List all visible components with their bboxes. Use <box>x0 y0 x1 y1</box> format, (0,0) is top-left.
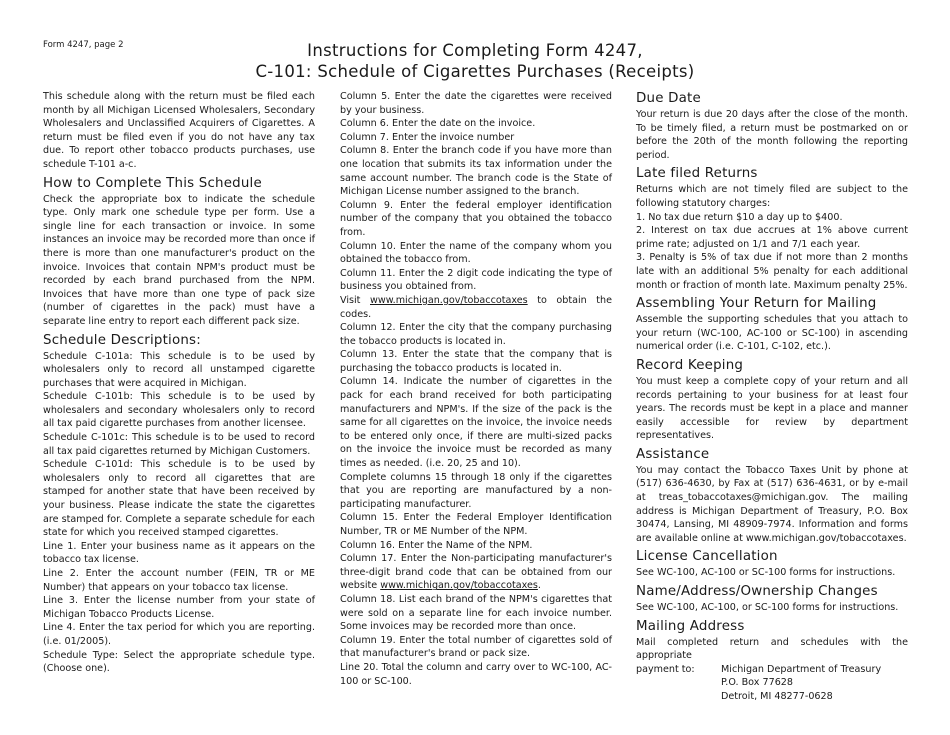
heading-schedule-descriptions: Schedule Descriptions: <box>43 332 201 348</box>
visit-suffix: to obtain the codes. <box>340 294 613 320</box>
title-line-2: C-101: Schedule of Cigarettes Purchases (Receipts) <box>255 62 695 81</box>
late-charge-2: 2. Interest on tax due accrues at 1% above current prime rate; adjusted on 1/1 and 7/1 each year. <box>636 225 908 250</box>
heading-record-keeping: Record Keeping <box>636 357 744 373</box>
mailing-address-lines <box>721 663 881 704</box>
column-19-instruction: Column 19. Enter the total number of cigarettes sold of that manufacturer's brand or pack size. <box>340 634 612 660</box>
schedule-c101b: Schedule C-101b: This schedule is to be used by wholesalers and secondary wholesalers only to record all tax paid cigarette purchases from another licensee. <box>43 391 315 430</box>
schedule-type-instruction: Schedule Type: Select the appropriate schedule type. (Choose one). <box>43 649 315 675</box>
license-cancellation-text: See WC-100, AC-100 or SC-100 forms for instructions. <box>636 567 896 579</box>
visit-codes-line <box>340 294 612 321</box>
column-6-instruction: Column 6. Enter the date on the invoice. <box>340 118 536 130</box>
column-15-instruction: Column 15. Enter the Federal Employer Identification Number, TR or ME Number of the NPM. <box>340 512 612 537</box>
late-charge-3: 3. Penalty is 5% of tax due if not more than 2 months late with an additional 5% penalty for each additional month or fraction of month late. Maximum penalty 25%. <box>636 252 908 291</box>
column-13-instruction: Column 13. Enter the state that the company that is purchasing the tobacco products is located in. <box>340 349 612 374</box>
mailing-address-line-1: Michigan Department of Treasury <box>721 663 882 675</box>
heading-assembling: Assembling Your Return for Mailing <box>636 296 877 312</box>
schedule-c101c: Schedule C-101c: This schedule is to be used to record all tax paid cigarettes returned by Michigan Customers. <box>43 432 315 457</box>
line-4-instruction: Line 4. Enter the tax period for which you are reporting. (i.e. 01/2005). <box>43 622 315 647</box>
assistance-text: You may contact the Tobacco Taxes Unit by phone at (517) 636-4630, by Fax at (517) 636-4631, or by e-mail at treas_tobaccotaxes@michigan.gov. The mailing address is Michigan Department of Treasury, P.O. Box 30474, Lansing, MI 48909-7974. Information and forms are available online at www.michigan.gov/tobaccotaxes. <box>636 464 908 544</box>
column-11-instruction: Column 11. Enter the 2 digit code indicating the type of business you obtained from. <box>340 267 612 293</box>
assembling-text: Assemble the supporting schedules that you attach to your return (WC-100, AC-100 or SC-100) in ascending numerical order (i.e. C-101, C-102, etc.). <box>636 314 908 353</box>
tobacco-taxes-link[interactable]: www.michigan.gov/tobaccotaxes <box>370 294 528 306</box>
mailing-address-text: Mail completed return and schedules with the appropriate <box>636 636 908 662</box>
column-16-instruction: Column 16. Enter the Name of the NPM. <box>340 539 533 551</box>
brand-code-link[interactable]: www.michigan.gov/tobaccotaxes <box>380 580 538 592</box>
column-7-instruction: Column 7. Enter the invoice number <box>340 131 515 143</box>
heading-mailing-address: Mailing Address <box>636 618 745 634</box>
columns-15-18-note: Complete columns 15 through 18 only if the cigarettes that you are reporting are manufactured by a non-participating manufacturer. <box>340 471 612 510</box>
name-address-changes-text: See WC-100, AC-100, or SC-100 forms for instructions. <box>636 602 899 614</box>
column-middle <box>340 90 612 688</box>
schedule-c101a: Schedule C-101a: This schedule is to be used by wholesalers only to record all unstamped cigarette purchases that were acquired in Michigan. <box>43 350 315 389</box>
heading-due-date: Due Date <box>636 91 701 106</box>
column-8-instruction: Column 8. Enter the branch code if you have more than one location that submits its tax information under the same account number. The branch code is the State of Michigan License number assigned to the branch. <box>340 145 612 198</box>
column-17-instruction <box>340 552 612 593</box>
mailing-address-block <box>636 663 908 704</box>
line-3-instruction: Line 3. Enter the license number from your state of Michigan Tobacco Products License. <box>43 595 315 620</box>
line-20-instruction: Line 20. Total the column and carry over to WC-100, AC-100 or SC-100. <box>340 661 612 687</box>
record-keeping-text: You must keep a complete copy of your return and all records pertaining to your business for at least four years. The records must be kept in a place and manner easily accessible for review by department representatives. <box>636 375 908 442</box>
column-10-instruction: Column 10. Enter the name of the company whom you obtained the tobacco from. <box>340 240 612 266</box>
title-line-1: Instructions for Completing Form 4247, <box>307 41 643 60</box>
column-right <box>636 90 908 704</box>
late-charge-1: 1. No tax due return $10 a day up to $400. <box>636 211 843 223</box>
intro-paragraph: This schedule along with the return must be filed each month by all Michigan Licensed Wholesalers, Secondary Wholesalers and Unclassified Acquirers of Cigarettes. A return must be filed even if you do not have any tax due. To report other tobacco products purchases, use schedule T-101 a-c. <box>43 91 315 170</box>
heading-license-cancellation: License Cancellation <box>636 549 778 565</box>
heading-late-filed: Late filed Returns <box>636 166 758 182</box>
column-17-text: Column 17. Enter the Non-participating manufacturer's three-digit brand code that can be obtained from our website <box>340 553 612 592</box>
schedule-c101d: Schedule C-101d: This schedule is to be used by wholesalers only to record all cigarettes that are stamped for another state that have been received by your business. Please indicate the state the cigarettes are stamped for. Complete a separate schedule for each state for which you received stamped cigarettes. <box>43 459 315 539</box>
heading-how-to-complete: How to Complete This Schedule <box>43 175 262 191</box>
column-5-instruction: Column 5. Enter the date the cigarettes were received by your business. <box>340 91 612 116</box>
how-to-complete-text: Check the appropriate box to indicate the schedule type. Only mark one schedule type per form. Use a single line for each transaction or invoice. In some instances an invoice may be recorded more than once if there is more than one manufacturer's product on the invoice. Invoices that contain NPM's product must be recorded by each brand purchased from the NPM. Invoices that have more than one type of pack size (number of cigarettes in the pack) must have a separate line entry to report each different pack size. <box>43 193 315 327</box>
line-2-instruction: Line 2. Enter the account number (FEIN, TR or ME Number) that appears on your tobacco tax license. <box>43 568 315 593</box>
late-filed-text: Returns which are not timely filed are subject to the following statutory charges: <box>636 184 908 209</box>
mailing-address-line-3: Detroit, MI 48277-0628 <box>721 691 833 702</box>
column-18-instruction: Column 18. List each brand of the NPM's cigarettes that were sold on a separate line for each invoice number. Some invoices may be recorded more than once. <box>340 593 612 633</box>
heading-assistance: Assistance <box>636 446 710 462</box>
page-title <box>200 40 750 82</box>
column-12-instruction: Column 12. Enter the city that the company purchasing the tobacco products is located in. <box>340 322 612 347</box>
due-date-text: Your return is due 20 days after the close of the month. To be timely filed, a return must be postmarked on or before the 20th of the month following the reporting period. <box>636 109 908 161</box>
line-1-instruction: Line 1. Enter your business name as it appears on the tobacco tax license. <box>43 540 315 566</box>
heading-name-address-changes: Name/Address/Ownership Changes <box>636 584 878 600</box>
visit-prefix: Visit <box>340 294 370 306</box>
mailing-address-line-2: P.O. Box 77628 <box>721 677 794 689</box>
column-left <box>43 90 315 676</box>
form-id: Form 4247, page 2 <box>43 40 124 50</box>
column-17-suffix: . <box>537 580 541 592</box>
column-9-instruction: Column 9. Enter the federal employer identification number of the company that you obtained the tobacco from. <box>340 199 612 238</box>
mailing-address-label: payment to: <box>636 663 695 675</box>
column-14-instruction: Column 14. Indicate the number of cigarettes in the pack for each brand received for both participating manufacturers and NPM's. If the size of the pack is the same for all cigarettes on the invoice, the invoice needs to be entered only once, if there are multi-sized packs on the invoice the invoice must be recorded as many times as needed. (i.e. 20, 25 and 10). <box>340 376 612 470</box>
